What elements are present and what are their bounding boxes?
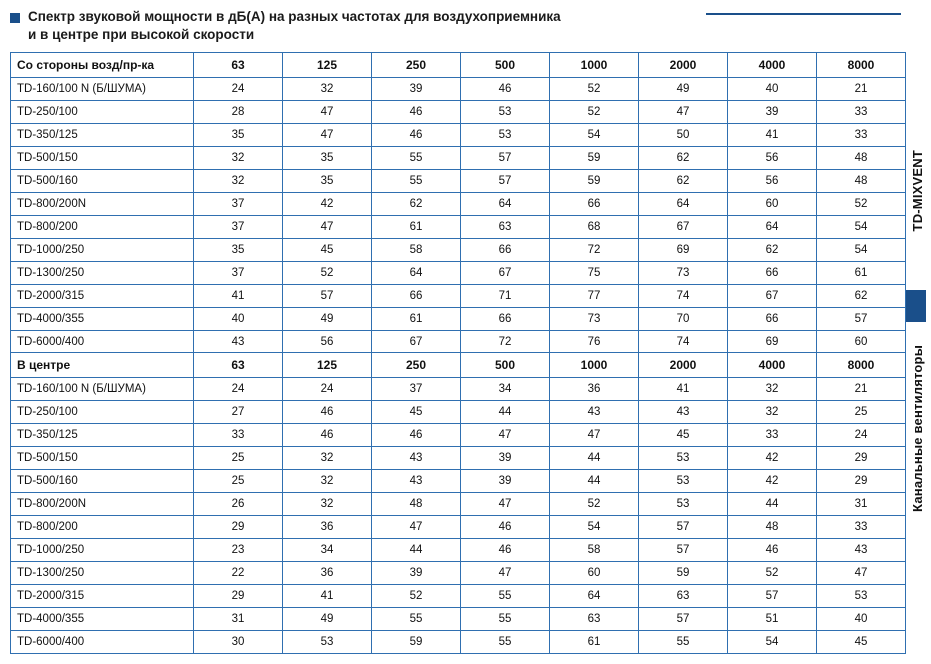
cell-value-250: 55 <box>372 170 461 193</box>
column-header-4000: 4000 <box>728 53 817 78</box>
cell-value-250: 48 <box>372 493 461 516</box>
cell-value-4000: 51 <box>728 608 817 631</box>
cell-model: TD-160/100 N (Б/ШУМА) <box>11 78 194 101</box>
cell-model: TD-6000/400 <box>11 331 194 354</box>
cell-value-2000: 53 <box>639 470 728 493</box>
column-header-63: 63 <box>194 53 283 78</box>
cell-value-4000: 52 <box>728 562 817 585</box>
side-label-family: Канальные вентиляторы <box>910 345 925 512</box>
column-header-1000: 1000 <box>550 353 639 378</box>
cell-value-63: 28 <box>194 101 283 124</box>
table-row <box>11 101 906 124</box>
cell-value-2000: 59 <box>639 562 728 585</box>
cell-value-500: 64 <box>461 193 550 216</box>
cell-value-63: 25 <box>194 470 283 493</box>
cell-value-1000: 59 <box>550 147 639 170</box>
cell-value-1000: 59 <box>550 170 639 193</box>
cell-value-500: 55 <box>461 608 550 631</box>
table-row <box>11 216 906 239</box>
table-row <box>11 331 906 354</box>
cell-value-250: 59 <box>372 631 461 654</box>
cell-value-125: 46 <box>283 401 372 424</box>
cell-value-63: 32 <box>194 170 283 193</box>
cell-value-8000: 62 <box>817 285 906 308</box>
cell-value-63: 37 <box>194 193 283 216</box>
cell-value-2000: 57 <box>639 516 728 539</box>
cell-value-63: 35 <box>194 124 283 147</box>
table-row <box>11 147 906 170</box>
cell-value-1000: 44 <box>550 470 639 493</box>
table-row <box>11 308 906 331</box>
cell-value-500: 39 <box>461 470 550 493</box>
cell-value-250: 61 <box>372 308 461 331</box>
column-header-8000: 8000 <box>817 353 906 378</box>
cell-value-250: 37 <box>372 378 461 401</box>
header-rule <box>706 13 901 15</box>
cell-value-8000: 25 <box>817 401 906 424</box>
cell-value-2000: 47 <box>639 101 728 124</box>
cell-value-1000: 66 <box>550 193 639 216</box>
cell-value-250: 67 <box>372 331 461 354</box>
cell-value-125: 35 <box>283 170 372 193</box>
cell-value-8000: 24 <box>817 424 906 447</box>
cell-value-500: 63 <box>461 216 550 239</box>
side-label-brand: TD-MIXVENT <box>910 150 925 232</box>
cell-model: TD-4000/355 <box>11 308 194 331</box>
cell-value-8000: 29 <box>817 447 906 470</box>
cell-value-4000: 66 <box>728 308 817 331</box>
cell-value-2000: 55 <box>639 631 728 654</box>
cell-value-8000: 52 <box>817 193 906 216</box>
table-row <box>11 493 906 516</box>
cell-model: TD-800/200N <box>11 493 194 516</box>
column-header-model: Со стороны возд/пр-ка <box>11 53 194 78</box>
cell-value-250: 62 <box>372 193 461 216</box>
cell-value-500: 47 <box>461 493 550 516</box>
cell-value-2000: 62 <box>639 170 728 193</box>
cell-value-1000: 60 <box>550 562 639 585</box>
table-header-row <box>11 353 906 378</box>
cell-value-2000: 50 <box>639 124 728 147</box>
spec-table <box>10 52 906 354</box>
cell-value-4000: 32 <box>728 378 817 401</box>
cell-value-8000: 21 <box>817 378 906 401</box>
cell-value-500: 47 <box>461 562 550 585</box>
cell-value-1000: 54 <box>550 516 639 539</box>
cell-value-500: 46 <box>461 516 550 539</box>
cell-value-125: 32 <box>283 470 372 493</box>
spec-table <box>10 352 906 654</box>
cell-value-4000: 66 <box>728 262 817 285</box>
table-row <box>11 401 906 424</box>
cell-value-63: 31 <box>194 608 283 631</box>
cell-value-63: 41 <box>194 285 283 308</box>
table-row <box>11 285 906 308</box>
cell-value-8000: 45 <box>817 631 906 654</box>
cell-value-63: 37 <box>194 216 283 239</box>
table-inlet-side <box>10 52 890 354</box>
cell-value-2000: 62 <box>639 147 728 170</box>
cell-value-2000: 57 <box>639 539 728 562</box>
cell-value-125: 32 <box>283 447 372 470</box>
cell-value-1000: 77 <box>550 285 639 308</box>
cell-value-1000: 58 <box>550 539 639 562</box>
table-body <box>11 78 906 354</box>
cell-value-250: 46 <box>372 424 461 447</box>
cell-value-250: 39 <box>372 78 461 101</box>
table-row <box>11 424 906 447</box>
cell-value-250: 58 <box>372 239 461 262</box>
cell-value-2000: 70 <box>639 308 728 331</box>
cell-value-1000: 52 <box>550 101 639 124</box>
cell-value-500: 46 <box>461 78 550 101</box>
cell-value-2000: 53 <box>639 493 728 516</box>
cell-value-500: 46 <box>461 539 550 562</box>
table-row <box>11 262 906 285</box>
cell-value-4000: 56 <box>728 147 817 170</box>
cell-value-4000: 69 <box>728 331 817 354</box>
cell-model: TD-800/200 <box>11 216 194 239</box>
cell-value-8000: 47 <box>817 562 906 585</box>
column-header-2000: 2000 <box>639 53 728 78</box>
cell-model: TD-250/100 <box>11 101 194 124</box>
cell-value-63: 27 <box>194 401 283 424</box>
table-row <box>11 631 906 654</box>
cell-value-125: 45 <box>283 239 372 262</box>
table-row <box>11 516 906 539</box>
cell-value-8000: 61 <box>817 262 906 285</box>
cell-value-1000: 36 <box>550 378 639 401</box>
cell-value-8000: 57 <box>817 308 906 331</box>
cell-value-125: 53 <box>283 631 372 654</box>
cell-value-2000: 74 <box>639 285 728 308</box>
cell-model: TD-500/160 <box>11 470 194 493</box>
cell-value-125: 52 <box>283 262 372 285</box>
cell-model: TD-4000/355 <box>11 608 194 631</box>
cell-value-1000: 76 <box>550 331 639 354</box>
cell-value-500: 55 <box>461 631 550 654</box>
cell-model: TD-160/100 N (Б/ШУМА) <box>11 378 194 401</box>
cell-value-1000: 47 <box>550 424 639 447</box>
table-row <box>11 608 906 631</box>
cell-value-500: 72 <box>461 331 550 354</box>
cell-value-250: 43 <box>372 470 461 493</box>
cell-value-4000: 48 <box>728 516 817 539</box>
cell-value-8000: 33 <box>817 516 906 539</box>
cell-value-8000: 40 <box>817 608 906 631</box>
cell-value-500: 66 <box>461 308 550 331</box>
cell-value-4000: 41 <box>728 124 817 147</box>
cell-value-1000: 44 <box>550 447 639 470</box>
cell-value-4000: 46 <box>728 539 817 562</box>
cell-value-500: 34 <box>461 378 550 401</box>
cell-value-125: 42 <box>283 193 372 216</box>
cell-value-2000: 43 <box>639 401 728 424</box>
cell-value-250: 61 <box>372 216 461 239</box>
cell-value-8000: 33 <box>817 101 906 124</box>
cell-value-1000: 75 <box>550 262 639 285</box>
cell-value-63: 26 <box>194 493 283 516</box>
cell-value-125: 49 <box>283 308 372 331</box>
cell-value-250: 55 <box>372 608 461 631</box>
cell-value-250: 45 <box>372 401 461 424</box>
cell-value-63: 24 <box>194 78 283 101</box>
cell-value-125: 56 <box>283 331 372 354</box>
table-row <box>11 447 906 470</box>
cell-model: TD-2000/315 <box>11 285 194 308</box>
cell-value-125: 46 <box>283 424 372 447</box>
cell-value-125: 36 <box>283 516 372 539</box>
cell-value-4000: 54 <box>728 631 817 654</box>
cell-value-8000: 21 <box>817 78 906 101</box>
table-row <box>11 239 906 262</box>
cell-value-8000: 48 <box>817 147 906 170</box>
column-header-500: 500 <box>461 353 550 378</box>
column-header-8000: 8000 <box>817 53 906 78</box>
table-center <box>10 352 890 654</box>
column-header-2000: 2000 <box>639 353 728 378</box>
cell-value-63: 35 <box>194 239 283 262</box>
cell-value-8000: 29 <box>817 470 906 493</box>
cell-model: TD-1300/250 <box>11 262 194 285</box>
table-row <box>11 562 906 585</box>
table-row <box>11 170 906 193</box>
cell-model: TD-2000/315 <box>11 585 194 608</box>
cell-value-4000: 40 <box>728 78 817 101</box>
cell-model: TD-800/200 <box>11 516 194 539</box>
cell-value-1000: 43 <box>550 401 639 424</box>
cell-value-2000: 74 <box>639 331 728 354</box>
cell-model: TD-350/125 <box>11 424 194 447</box>
table-row <box>11 193 906 216</box>
cell-value-500: 44 <box>461 401 550 424</box>
cell-value-63: 37 <box>194 262 283 285</box>
table-row <box>11 124 906 147</box>
cell-value-1000: 63 <box>550 608 639 631</box>
cell-value-250: 55 <box>372 147 461 170</box>
cell-value-1000: 61 <box>550 631 639 654</box>
cell-value-63: 33 <box>194 424 283 447</box>
cell-value-125: 41 <box>283 585 372 608</box>
cell-value-8000: 43 <box>817 539 906 562</box>
cell-value-4000: 60 <box>728 193 817 216</box>
cell-value-2000: 57 <box>639 608 728 631</box>
cell-model: TD-800/200N <box>11 193 194 216</box>
cell-value-8000: 54 <box>817 216 906 239</box>
cell-value-500: 53 <box>461 124 550 147</box>
cell-value-8000: 54 <box>817 239 906 262</box>
cell-model: TD-500/150 <box>11 447 194 470</box>
cell-value-2000: 73 <box>639 262 728 285</box>
table-row <box>11 378 906 401</box>
cell-value-63: 24 <box>194 378 283 401</box>
cell-value-63: 32 <box>194 147 283 170</box>
column-header-125: 125 <box>283 353 372 378</box>
cell-value-4000: 33 <box>728 424 817 447</box>
cell-value-250: 64 <box>372 262 461 285</box>
cell-value-500: 57 <box>461 170 550 193</box>
cell-model: TD-500/160 <box>11 170 194 193</box>
cell-value-4000: 64 <box>728 216 817 239</box>
column-header-500: 500 <box>461 53 550 78</box>
cell-value-2000: 63 <box>639 585 728 608</box>
cell-value-125: 36 <box>283 562 372 585</box>
cell-value-500: 66 <box>461 239 550 262</box>
cell-value-1000: 52 <box>550 78 639 101</box>
cell-value-2000: 41 <box>639 378 728 401</box>
cell-value-4000: 42 <box>728 470 817 493</box>
column-header-250: 250 <box>372 53 461 78</box>
cell-value-2000: 45 <box>639 424 728 447</box>
cell-value-63: 23 <box>194 539 283 562</box>
cell-value-250: 52 <box>372 585 461 608</box>
cell-value-63: 25 <box>194 447 283 470</box>
cell-value-63: 29 <box>194 585 283 608</box>
cell-value-500: 55 <box>461 585 550 608</box>
cell-model: TD-1000/250 <box>11 539 194 562</box>
table-row <box>11 470 906 493</box>
cell-model: TD-1000/250 <box>11 239 194 262</box>
column-header-model: В центре <box>11 353 194 378</box>
table-header-row <box>11 53 906 78</box>
cell-value-4000: 56 <box>728 170 817 193</box>
cell-value-250: 66 <box>372 285 461 308</box>
cell-value-4000: 39 <box>728 101 817 124</box>
page-title-line1: Спектр звуковой мощности в дБ(А) на разных частотах для воздухоприемника <box>28 9 561 24</box>
cell-value-2000: 69 <box>639 239 728 262</box>
cell-value-125: 57 <box>283 285 372 308</box>
cell-value-125: 49 <box>283 608 372 631</box>
column-header-1000: 1000 <box>550 53 639 78</box>
cell-value-8000: 60 <box>817 331 906 354</box>
bullet-square-icon <box>10 13 20 23</box>
cell-model: TD-250/100 <box>11 401 194 424</box>
cell-value-8000: 31 <box>817 493 906 516</box>
table-row <box>11 539 906 562</box>
cell-value-500: 47 <box>461 424 550 447</box>
cell-value-4000: 44 <box>728 493 817 516</box>
column-header-63: 63 <box>194 353 283 378</box>
cell-value-125: 35 <box>283 147 372 170</box>
cell-value-8000: 33 <box>817 124 906 147</box>
cell-model: TD-1300/250 <box>11 562 194 585</box>
cell-model: TD-500/150 <box>11 147 194 170</box>
cell-value-250: 39 <box>372 562 461 585</box>
cell-value-125: 47 <box>283 124 372 147</box>
cell-value-250: 43 <box>372 447 461 470</box>
cell-value-1000: 68 <box>550 216 639 239</box>
cell-value-1000: 64 <box>550 585 639 608</box>
cell-value-500: 67 <box>461 262 550 285</box>
cell-value-125: 47 <box>283 216 372 239</box>
cell-value-2000: 64 <box>639 193 728 216</box>
cell-value-1000: 54 <box>550 124 639 147</box>
cell-value-500: 71 <box>461 285 550 308</box>
table-row <box>11 585 906 608</box>
cell-value-63: 40 <box>194 308 283 331</box>
column-header-125: 125 <box>283 53 372 78</box>
cell-value-500: 39 <box>461 447 550 470</box>
cell-value-500: 53 <box>461 101 550 124</box>
cell-value-8000: 53 <box>817 585 906 608</box>
cell-value-63: 29 <box>194 516 283 539</box>
cell-model: TD-350/125 <box>11 124 194 147</box>
cell-value-8000: 48 <box>817 170 906 193</box>
cell-value-4000: 32 <box>728 401 817 424</box>
cell-value-4000: 57 <box>728 585 817 608</box>
cell-value-63: 30 <box>194 631 283 654</box>
cell-value-1000: 52 <box>550 493 639 516</box>
page-title <box>28 8 561 44</box>
cell-value-63: 43 <box>194 331 283 354</box>
cell-model: TD-6000/400 <box>11 631 194 654</box>
cell-value-250: 46 <box>372 101 461 124</box>
column-header-4000: 4000 <box>728 353 817 378</box>
cell-value-125: 32 <box>283 493 372 516</box>
column-header-250: 250 <box>372 353 461 378</box>
cell-value-63: 22 <box>194 562 283 585</box>
cell-value-250: 44 <box>372 539 461 562</box>
table-row <box>11 78 906 101</box>
page-title-line2: и в центре при высокой скорости <box>28 27 255 43</box>
cell-value-2000: 53 <box>639 447 728 470</box>
cell-value-2000: 67 <box>639 216 728 239</box>
cell-value-125: 47 <box>283 101 372 124</box>
cell-value-125: 24 <box>283 378 372 401</box>
cell-value-125: 32 <box>283 78 372 101</box>
cell-value-250: 47 <box>372 516 461 539</box>
cell-value-500: 57 <box>461 147 550 170</box>
cell-value-1000: 72 <box>550 239 639 262</box>
cell-value-125: 34 <box>283 539 372 562</box>
cell-value-4000: 62 <box>728 239 817 262</box>
cell-value-4000: 67 <box>728 285 817 308</box>
side-marker-square <box>906 290 926 322</box>
cell-value-250: 46 <box>372 124 461 147</box>
cell-value-4000: 42 <box>728 447 817 470</box>
cell-value-1000: 73 <box>550 308 639 331</box>
cell-value-2000: 49 <box>639 78 728 101</box>
table-body <box>11 378 906 654</box>
